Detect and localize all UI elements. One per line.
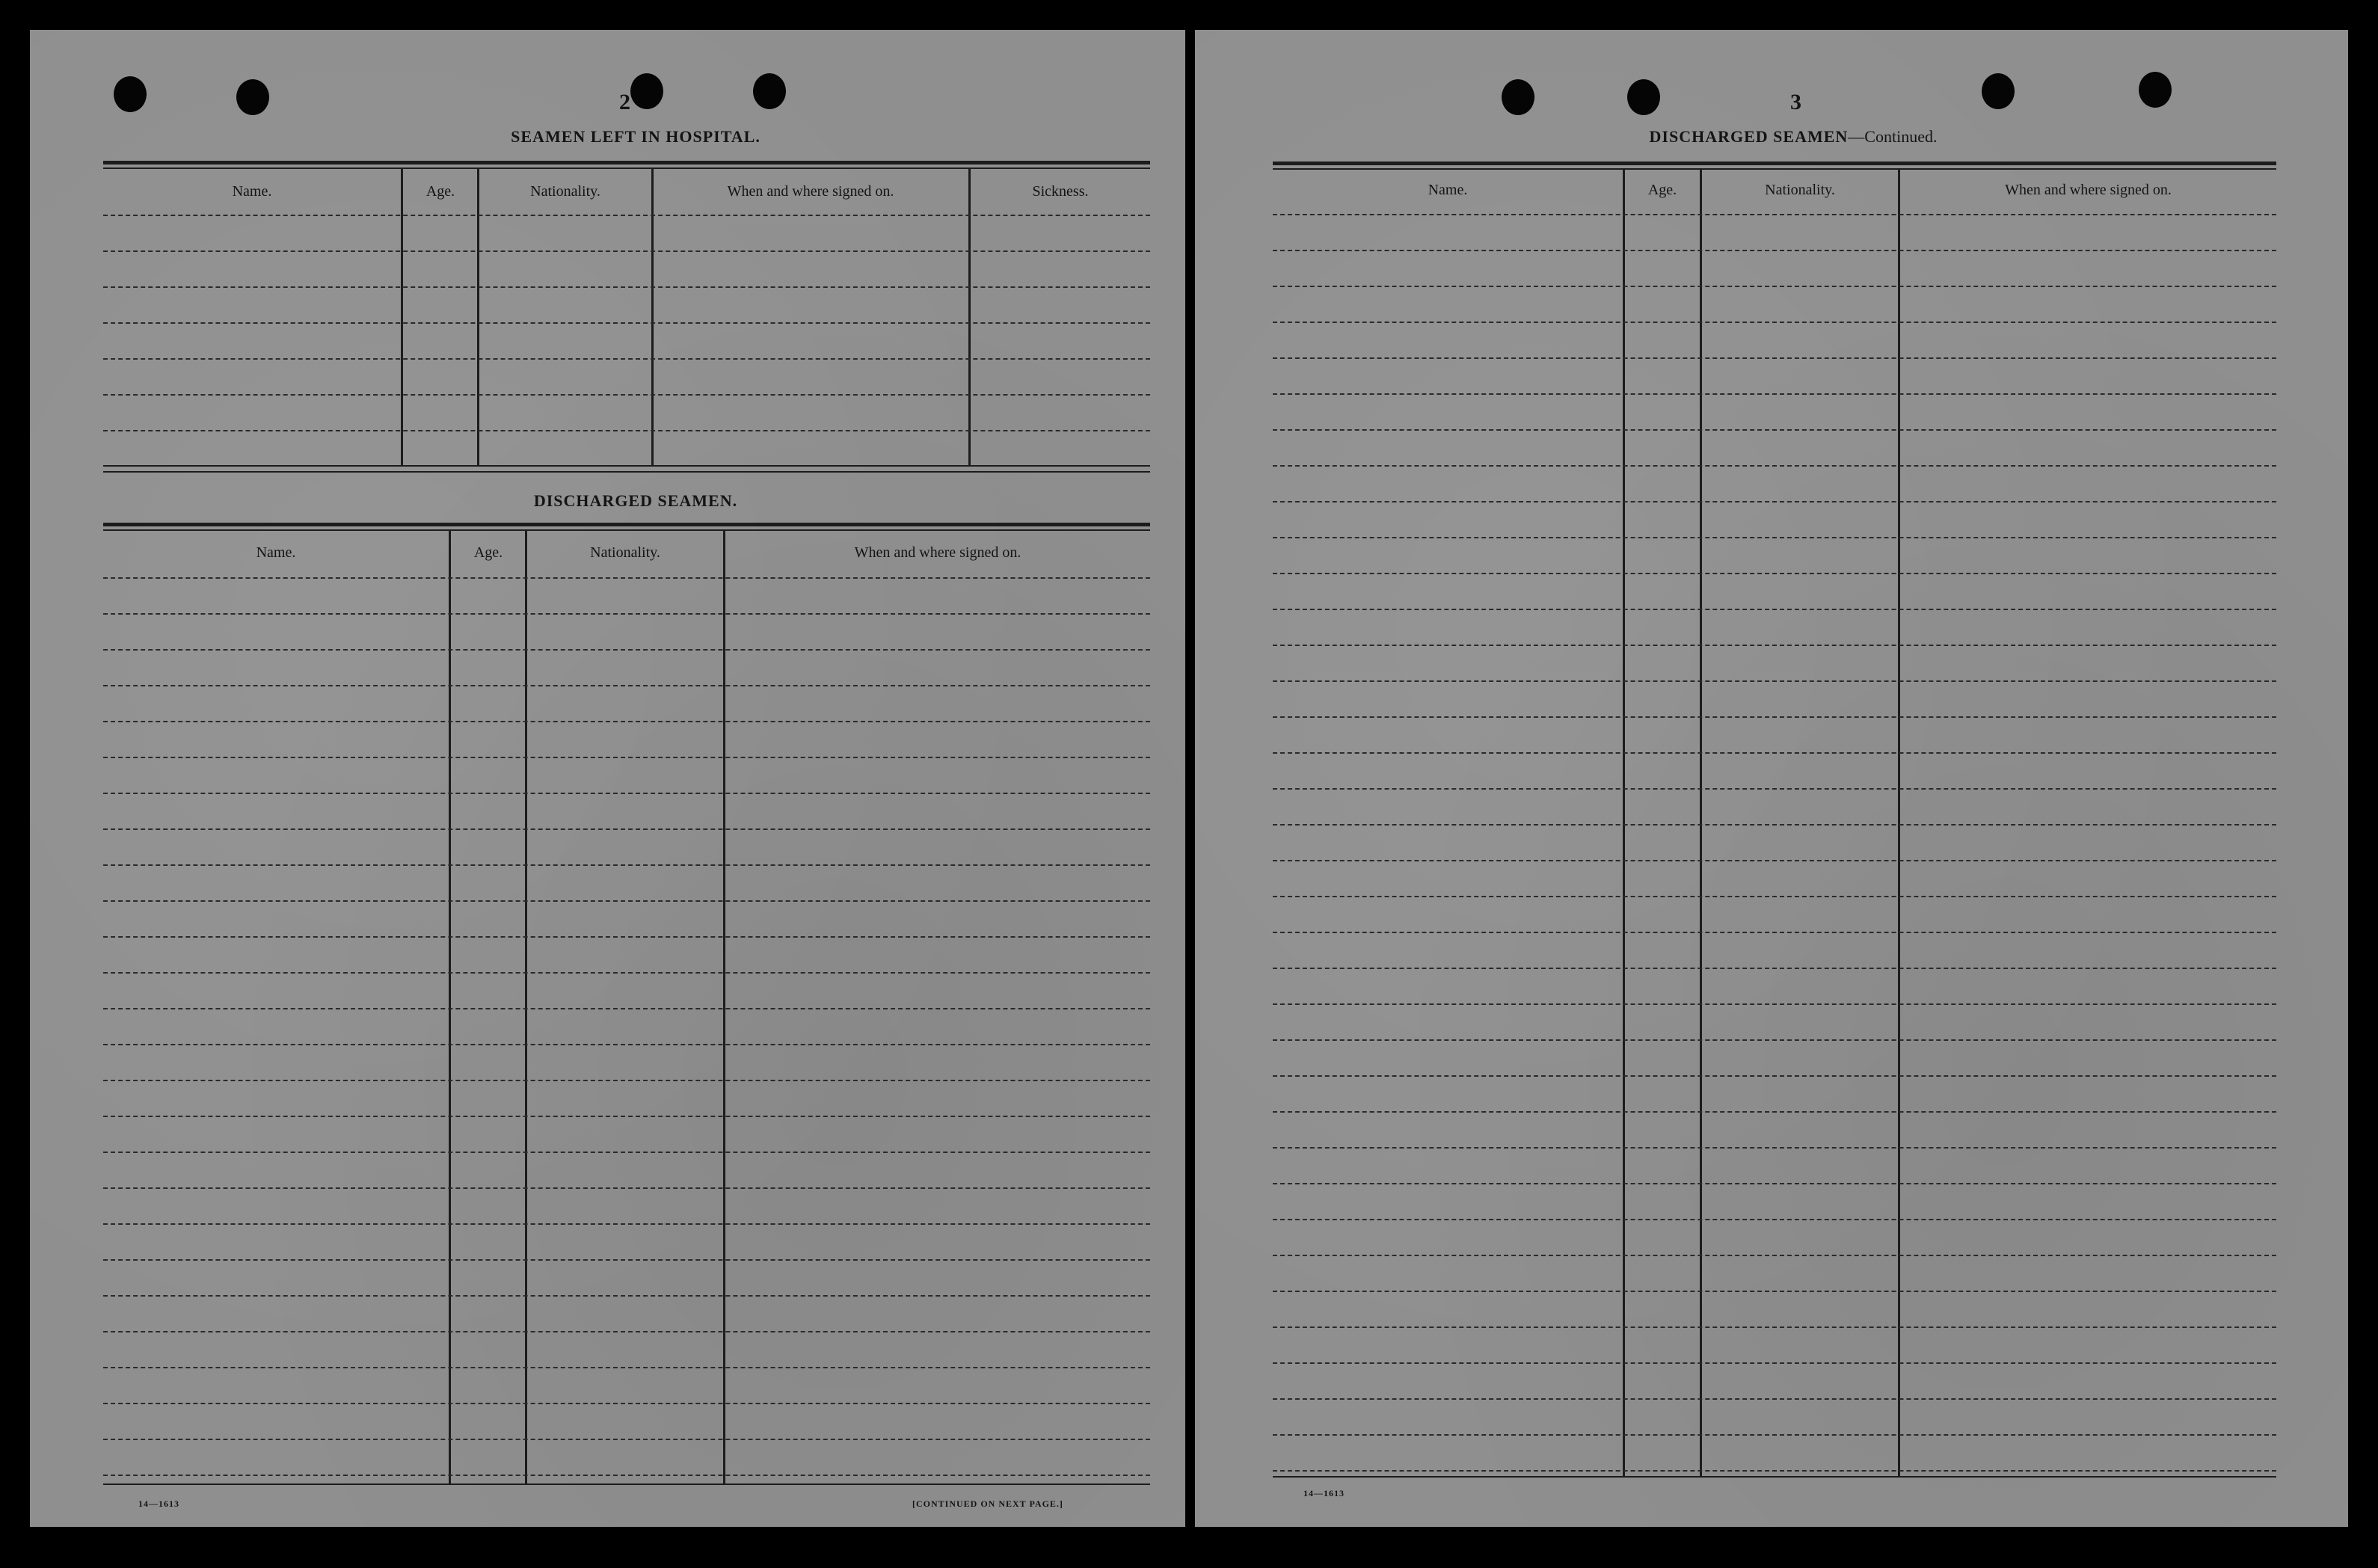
entry-line xyxy=(103,394,1150,396)
entry-line xyxy=(103,1008,1150,1009)
punch-hole xyxy=(1627,79,1660,115)
entry-line xyxy=(103,864,1150,866)
entry-line xyxy=(1273,393,2276,395)
entry-line xyxy=(103,250,1150,252)
entry-line xyxy=(1273,1398,2276,1400)
entry-line xyxy=(1273,465,2276,467)
entry-line xyxy=(1273,1147,2276,1149)
entry-line xyxy=(1273,1075,2276,1077)
table-top-rule xyxy=(1273,162,2276,165)
hospital-section-title: SEAMEN LEFT IN HOSPITAL. xyxy=(511,127,761,146)
entry-line xyxy=(1273,896,2276,897)
entry-line xyxy=(1273,250,2276,251)
column-divider xyxy=(449,529,451,1485)
punch-hole xyxy=(1982,73,2015,109)
column-header-age: Age. xyxy=(1647,182,1677,198)
entry-line xyxy=(1273,286,2276,287)
entry-line xyxy=(103,1187,1150,1189)
column-divider xyxy=(525,529,527,1485)
discharged-section-title: DISCHARGED SEAMEN. xyxy=(533,491,738,510)
entry-line xyxy=(103,936,1150,938)
entry-line xyxy=(103,1044,1150,1045)
entry-line xyxy=(103,286,1150,288)
column-header-age: Age. xyxy=(425,183,455,200)
column-divider xyxy=(477,167,479,467)
page-number: 2 xyxy=(619,90,630,114)
entry-line xyxy=(1273,645,2276,646)
column-header-signed-on: When and where signed on. xyxy=(727,183,894,200)
entry-line xyxy=(1273,609,2276,610)
punch-hole xyxy=(753,73,786,109)
column-header-signed-on: When and where signed on. xyxy=(854,544,1021,561)
column-divider xyxy=(1623,168,1625,1477)
entry-line xyxy=(103,430,1150,431)
discharged-continued-title xyxy=(1554,127,2033,147)
entry-line xyxy=(1273,1470,2276,1472)
continued-note: [CONTINUED ON NEXT PAGE.] xyxy=(912,1498,1063,1509)
entry-line xyxy=(1273,716,2276,718)
entry-line xyxy=(1273,968,2276,969)
entry-line xyxy=(103,1259,1150,1261)
column-divider xyxy=(1700,168,1702,1477)
entry-line xyxy=(1273,1003,2276,1005)
entry-line xyxy=(1273,537,2276,538)
column-header-name: Name. xyxy=(256,544,296,561)
entry-line xyxy=(103,1439,1150,1440)
column-header-nationality: Nationality. xyxy=(1765,182,1835,198)
column-divider xyxy=(968,167,971,467)
entry-line xyxy=(1273,1326,2276,1328)
entry-line xyxy=(103,721,1150,722)
column-header-signed-on: When and where signed on. xyxy=(2005,182,2172,198)
punch-hole xyxy=(2139,72,2172,108)
entry-line xyxy=(1273,214,2276,215)
table-bottom-rule xyxy=(103,471,1150,473)
column-divider xyxy=(651,167,654,467)
entry-line xyxy=(1273,1183,2276,1184)
entry-line xyxy=(103,1331,1150,1332)
entry-line xyxy=(1273,1219,2276,1220)
form-number: 14—1613 xyxy=(1303,1488,1345,1498)
entry-line xyxy=(1273,860,2276,861)
column-divider xyxy=(1898,168,1900,1477)
table-top-rule xyxy=(1273,168,2276,170)
entry-line xyxy=(103,613,1150,615)
entry-line xyxy=(103,1367,1150,1368)
entry-line xyxy=(1273,932,2276,933)
entry-line xyxy=(103,1116,1150,1117)
column-header-nationality: Nationality. xyxy=(530,183,600,200)
entry-line xyxy=(103,685,1150,686)
column-divider xyxy=(723,529,725,1485)
entry-line xyxy=(1273,501,2276,502)
entry-line xyxy=(1273,752,2276,754)
table-bottom-rule xyxy=(103,465,1150,467)
form-number: 14—1613 xyxy=(138,1498,179,1509)
entry-line xyxy=(103,358,1150,360)
entry-line xyxy=(103,1475,1150,1476)
table-bottom-rule xyxy=(1273,1476,2276,1478)
entry-line xyxy=(103,1295,1150,1297)
column-header-name: Name. xyxy=(232,183,272,200)
entry-line xyxy=(1273,1111,2276,1113)
entry-line xyxy=(103,1403,1150,1404)
page-number: 3 xyxy=(1790,90,1801,114)
punch-hole xyxy=(114,76,147,112)
entry-line xyxy=(1273,322,2276,323)
entry-line xyxy=(1273,1039,2276,1041)
table-bottom-rule xyxy=(103,1484,1150,1485)
column-header-sickness: Sickness. xyxy=(1032,183,1089,200)
entry-line xyxy=(103,972,1150,974)
column-header-name: Name. xyxy=(1428,182,1468,198)
discharged-continued-title-suffix: —Continued. xyxy=(1848,127,1938,146)
entry-line xyxy=(1273,573,2276,574)
table-top-rule xyxy=(103,167,1150,169)
entry-line xyxy=(103,828,1150,830)
column-divider xyxy=(401,167,403,467)
entry-line xyxy=(103,900,1150,902)
punch-hole xyxy=(630,73,663,109)
right-page xyxy=(1195,30,2348,1527)
entry-line xyxy=(103,215,1150,216)
entry-line xyxy=(1273,824,2276,825)
entry-line xyxy=(1273,1362,2276,1364)
entry-line xyxy=(1273,1255,2276,1256)
table-top-rule xyxy=(103,529,1150,531)
entry-line xyxy=(1273,1291,2276,1292)
entry-line xyxy=(1273,1434,2276,1436)
entry-line xyxy=(1273,680,2276,682)
entry-line xyxy=(103,322,1150,324)
entry-line xyxy=(103,1080,1150,1081)
entry-line xyxy=(1273,357,2276,359)
punch-hole xyxy=(1502,79,1534,115)
entry-line xyxy=(103,1152,1150,1153)
entry-line xyxy=(103,577,1150,579)
column-header-nationality: Nationality. xyxy=(590,544,660,561)
entry-line xyxy=(103,649,1150,651)
entry-line xyxy=(103,793,1150,794)
entry-line xyxy=(103,1223,1150,1225)
entry-line xyxy=(1273,788,2276,790)
table-top-rule xyxy=(103,523,1150,526)
table-top-rule xyxy=(103,161,1150,165)
left-page xyxy=(30,30,1185,1527)
punch-hole xyxy=(236,79,269,115)
discharged-continued-title-main: DISCHARGED SEAMEN xyxy=(1649,127,1849,146)
column-header-age: Age. xyxy=(473,544,503,561)
entry-line xyxy=(1273,429,2276,431)
entry-line xyxy=(103,757,1150,758)
